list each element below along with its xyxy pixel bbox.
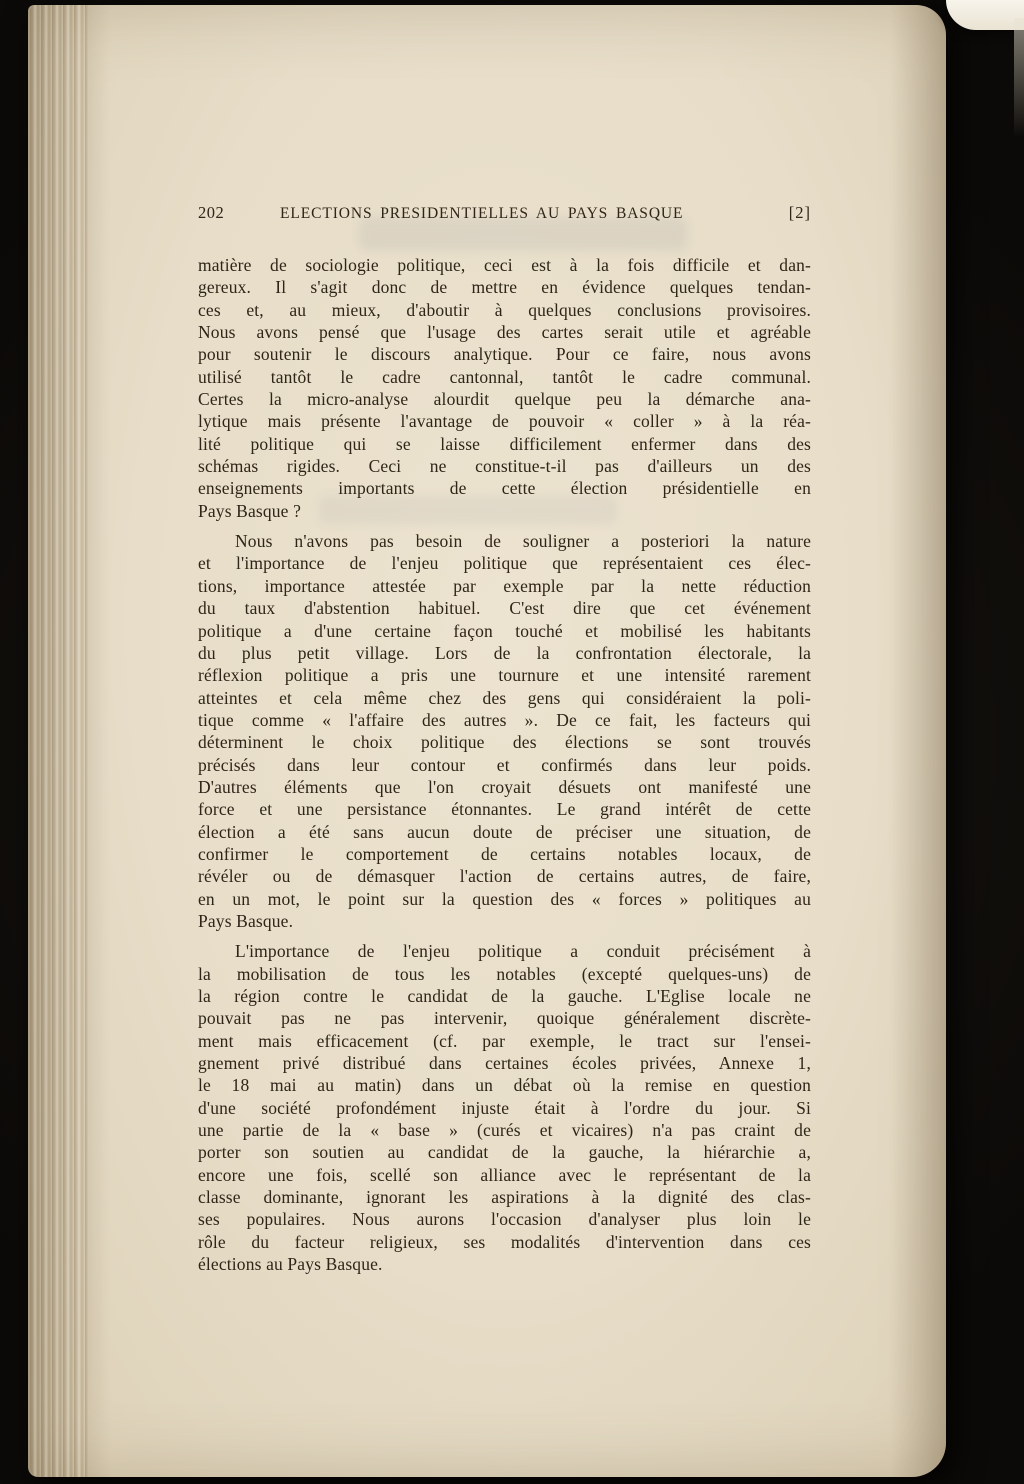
page-content — [28, 5, 946, 1477]
book-page — [28, 5, 946, 1477]
text-line: porter son soutien au candidat de la gauche, la hiérarchie a, — [198, 1142, 811, 1163]
text-line: ses populaires. Nous aurons l'occasion d'analyser plus loin le — [198, 1209, 811, 1230]
text-line: ces et, au mieux, d'aboutir à quelques conclusions provisoires. — [198, 299, 811, 320]
text-line: élection a été sans aucun doute de préciser une situation, de — [198, 821, 811, 842]
text-line: Nous n'avons pas besoin de souligner a posteriori la nature — [235, 531, 811, 552]
text-line: confirmer le comportement de certains notables locaux, de — [198, 843, 811, 864]
text-line: Nous avons pensé que l'usage des cartes serait utile et agréable — [198, 322, 811, 343]
text-line: atteintes et cela même chez des gens qui considéraient la poli- — [198, 687, 811, 708]
text-line: encore une fois, scellé son alliance avec le représentant de la — [198, 1164, 811, 1185]
text-line: la région contre le candidat de la gauche. L'Eglise locale ne — [198, 986, 811, 1006]
text-line: matière de sociologie politique, ceci est à la fois difficile et dan- — [198, 255, 811, 275]
text-line: Pays Basque. — [198, 910, 294, 931]
text-line: du taux d'abstention habituel. C'est dire que cet événement — [198, 598, 811, 619]
text-line: Certes la micro-analyse alourdit quelque peu la démarche ana- — [198, 389, 811, 410]
paragraph — [198, 530, 811, 932]
text-line: précisés dans leur contour et confirmés dans leur poids. — [198, 754, 811, 775]
text-line: lité politique qui se laisse difficilement enfermer dans des — [198, 433, 811, 454]
page-header — [198, 203, 811, 223]
running-title: ELECTIONS PRESIDENTIELLES AU PAYS BASQUE — [280, 205, 684, 222]
text-line: pouvait pas ne pas intervenir, quoique généralement discrète- — [198, 1008, 811, 1029]
text-line: d'une société profondément injuste était à l'ordre du jour. Si — [198, 1097, 811, 1118]
text-line: D'autres éléments que l'on croyait désuets ont manifesté une — [198, 776, 811, 797]
text-line: le 18 mai au matin) dans un débat où la remise en question — [198, 1075, 811, 1096]
text-line: rôle du facteur religieux, ses modalités d'intervention dans ces — [198, 1231, 811, 1252]
text-line: du plus petit village. Lors de la confrontation électorale, la — [198, 642, 811, 663]
text-line: pour soutenir le discours analytique. Pour ce faire, nous avons — [198, 344, 811, 365]
text-line: classe dominante, ignorant les aspirations à la dignité des clas- — [198, 1187, 811, 1208]
facing-page-edge — [1014, 18, 1024, 138]
text-line: lytique mais présente l'avantage de pouvoir « coller » à la réa- — [198, 411, 811, 432]
text-line: déterminent le choix politique des élections se sont trouvés — [198, 732, 811, 753]
body-text — [198, 254, 811, 1275]
text-line: force et une persistance étonnantes. Le grand intérêt de cette — [198, 799, 811, 820]
text-line: gereux. Il s'agit donc de mettre en évidence quelques tendan- — [198, 277, 811, 298]
text-line: L'importance de l'enjeu politique a conduit précisément à — [235, 941, 811, 962]
text-line: une partie de la « base » (curés et vicaires) n'a pas craint de — [198, 1120, 811, 1141]
text-line: tique comme « l'affaire des autres ». De ce fait, les facteurs qui — [198, 709, 811, 730]
text-line: élections au Pays Basque. — [198, 1254, 383, 1275]
paragraph — [198, 940, 811, 1275]
text-line: réflexion politique a pris une tournure et une intensité rarement — [198, 665, 811, 686]
column-reference: [2] — [788, 203, 811, 222]
text-line: et l'importance de l'enjeu politique que représentaient ces élec- — [198, 553, 811, 574]
text-line: utilisé tantôt le cadre cantonnal, tantôt le cadre communal. — [198, 366, 811, 387]
text-line: schémas rigides. Ceci ne constitue-t-il pas d'ailleurs un des — [198, 456, 811, 477]
text-line: enseignements importants de cette élection présidentielle en — [198, 478, 811, 499]
text-line: révéler ou de démasquer l'action de certains autres, de faire, — [198, 866, 811, 887]
page-number: 202 — [198, 203, 225, 222]
text-line: tions, importance attestée par exemple par la nette réduction — [198, 575, 811, 596]
text-line: en un mot, le point sur la question des « forces » politiques au — [198, 888, 811, 909]
text-line: politique a d'une certaine façon touché et mobilisé les habitants — [198, 620, 811, 641]
paragraph — [198, 254, 811, 522]
text-line: la mobilisation de tous les notables (excepté quelques-uns) de — [198, 963, 811, 984]
facing-page-sliver — [946, 0, 1024, 30]
text-line: gnement privé distribué dans certaines écoles privées, Annexe 1, — [198, 1053, 811, 1074]
text-line: ment mais efficacement (cf. par exemple, le tract sur l'ensei- — [198, 1030, 811, 1051]
text-line: Pays Basque ? — [198, 500, 302, 521]
